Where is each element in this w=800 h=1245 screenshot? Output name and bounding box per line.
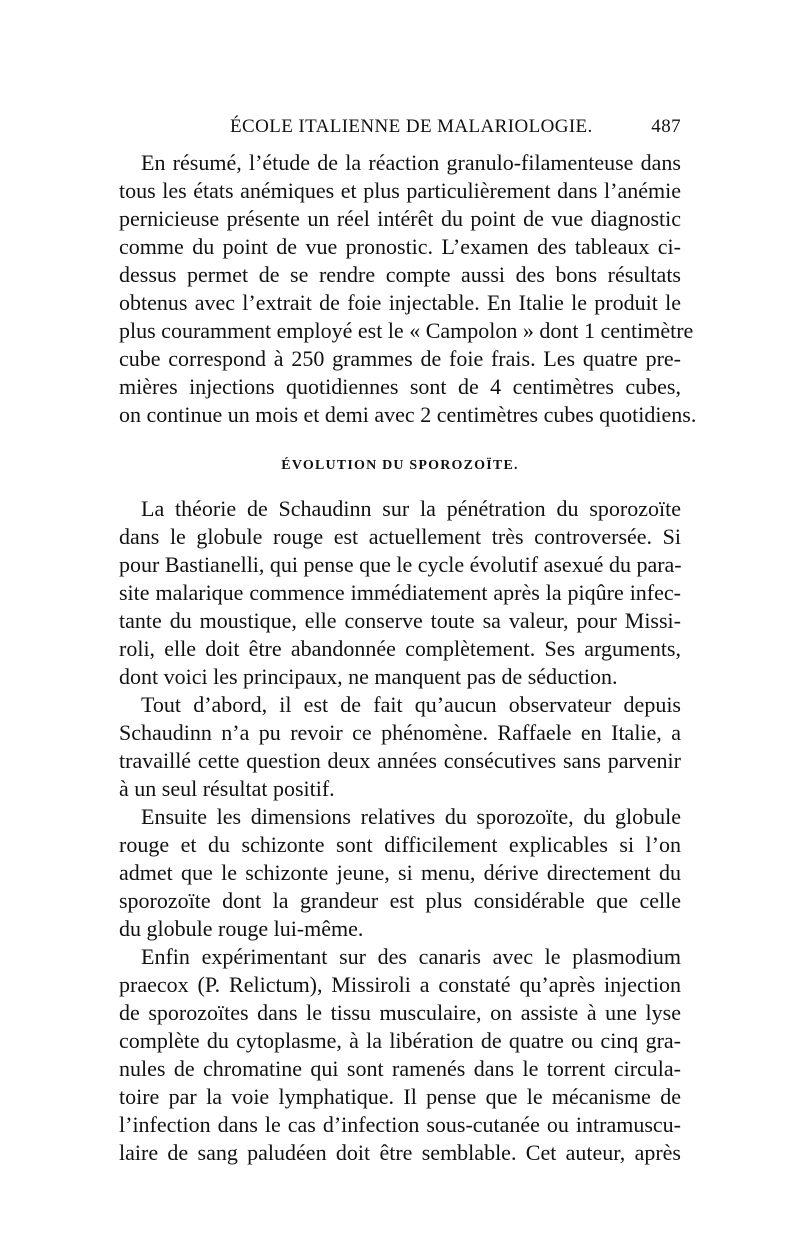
- text-line: rouge et du schizonte sont difficilement explicables si l’on: [119, 832, 681, 857]
- text-line: dont voici les principaux, ne manquent pas de séduction.: [119, 664, 618, 689]
- text-line: Ensuite les dimensions relatives du sporozoïte, du globule: [141, 804, 681, 829]
- text-line: dans le globule rouge est actuellement très controversée. Si: [119, 524, 681, 549]
- text-line: à un seul résultat positif.: [119, 776, 335, 801]
- section-heading: ÉVOLUTION DU SPOROZOÏTE.: [281, 458, 519, 473]
- text-line: tante du moustique, elle conserve toute sa valeur, pour Missi-: [119, 608, 681, 633]
- text-line: de sporozoïtes dans le tissu musculaire, on assiste à une lyse: [119, 1000, 681, 1025]
- text-line: mières injections quotidiennes sont de 4 centimètres cubes,: [119, 374, 681, 399]
- text-line: admet que le schizonte jeune, si menu, dérive directement du: [119, 860, 681, 885]
- running-title: ÉCOLE ITALIENNE DE MALARIOLOGIE.: [230, 116, 593, 137]
- text-line: Enfin expérimentant sur des canaris avec le plasmodium: [141, 944, 681, 969]
- text-line: l’infection dans le cas d’infection sous-cutanée ou intramuscu-: [119, 1112, 681, 1137]
- text-line: Tout d’abord, il est de fait qu’aucun observateur depuis: [141, 692, 681, 717]
- text-line: plus couramment employé est le « Campolon » dont 1 centimètre: [119, 318, 694, 343]
- text-line: du globule rouge lui-même.: [119, 916, 364, 941]
- text-line: cube correspond à 250 grammes de foie frais. Les quatre pre-: [119, 346, 681, 371]
- text-line: La théorie de Schaudinn sur la pénétration du sporozoïte: [141, 496, 681, 521]
- text-line: obtenus avec l’extrait de foie injectable. En Italie le produit le: [119, 290, 681, 315]
- text-line: praecox (P. Relictum), Missiroli a constaté qu’après injection: [119, 972, 681, 997]
- text-line: travaillé cette question deux années consécutives sans parvenir: [119, 748, 681, 773]
- text-line: pour Bastianelli, qui pense que le cycle évolutif asexué du para-: [119, 552, 682, 577]
- text-line: nules de chromatine qui sont ramenés dans le torrent circula-: [119, 1056, 681, 1081]
- text-line: sporozoïte dont la grandeur est plus considérable que celle: [119, 888, 681, 913]
- text-line: Schaudinn n’a pu revoir ce phénomène. Raffaele en Italie, a: [119, 720, 681, 745]
- text-line: pernicieuse présente un réel intérêt du point de vue diagnostic: [119, 206, 681, 231]
- text-line: tous les états anémiques et plus particulièrement dans l’anémie: [119, 178, 681, 203]
- text-line: comme du point de vue pronostic. L’examen des tableaux ci-: [119, 234, 681, 259]
- text-line: laire de sang paludéen doit être semblable. Cet auteur, après: [119, 1140, 681, 1165]
- text-line: dessus permet de se rendre compte aussi des bons résultats: [119, 262, 681, 287]
- text-line: on continue un mois et demi avec 2 centimètres cubes quotidiens.: [119, 402, 697, 427]
- text-line: roli, elle doit être abandonnée complètement. Ses arguments,: [119, 636, 681, 661]
- text-line: En résumé, l’étude de la réaction granulo-filamenteuse dans: [141, 150, 681, 175]
- text-line: toire par la voie lymphatique. Il pense que le mécanisme de: [119, 1084, 681, 1109]
- page-number: 487: [651, 116, 681, 137]
- text-line: complète du cytoplasme, à la libération de quatre ou cinq gra-: [119, 1028, 681, 1053]
- text-line: site malarique commence immédiatement après la piqûre infec-: [119, 580, 681, 605]
